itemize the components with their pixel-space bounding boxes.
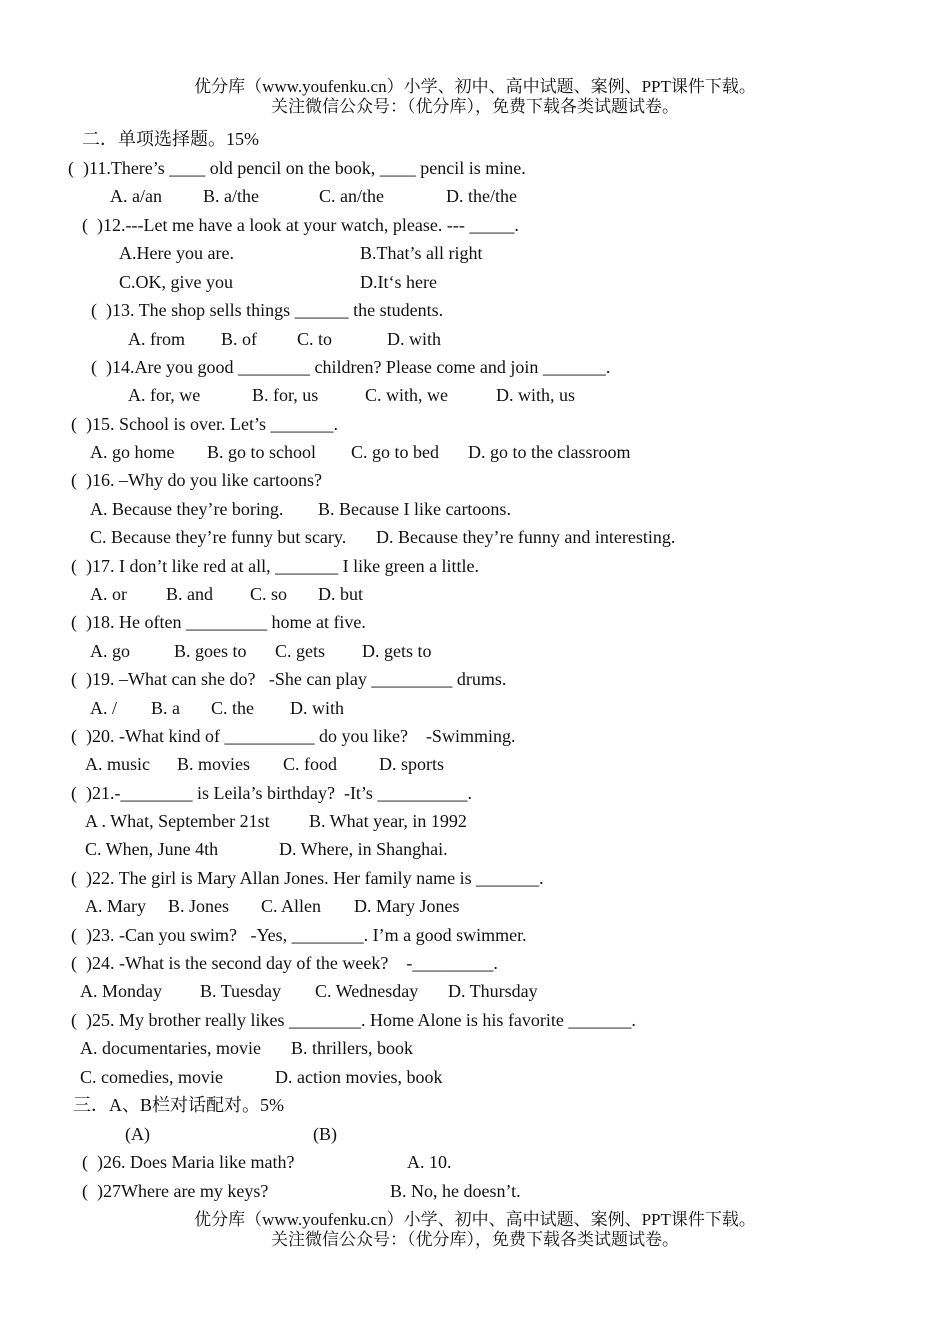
q21-option-a: A . What, September 21st <box>85 811 270 831</box>
section-3-title: 三．A、B栏对话配对。5% <box>73 1095 284 1115</box>
q22-option-b: B. Jones <box>168 896 230 916</box>
q13-option-a: A. from <box>128 329 185 349</box>
question-15: ( )15. School is over. Let’s _______. <box>71 414 338 434</box>
q13-option-c: C. to <box>297 329 333 349</box>
question-20: ( )20. -What kind of __________ do you like? -Swimming. <box>71 726 516 746</box>
q18-option-d: D. gets to <box>362 641 432 661</box>
section-2-title: 二．单项选择题。15% <box>82 129 259 149</box>
question-12: ( )12.---Let me have a look at your watch, please. --- _____. <box>82 215 519 235</box>
q16-option-b: B. Because I like cartoons. <box>318 499 511 519</box>
column-b-label: (B) <box>313 1124 337 1144</box>
question-23: ( )23. -Can you swim? -Yes, ________. I’m a good swimmer. <box>71 925 527 945</box>
q12-option-b: B.That’s all right <box>360 243 483 263</box>
q16-option-a: A. Because they’re boring. <box>90 499 284 519</box>
question-22: ( )22. The girl is Mary Allan Jones. Her family name is _______. <box>71 868 544 888</box>
q12-option-c: C.OK, give you <box>119 272 233 292</box>
question-13: ( )13. The shop sells things ______ the students. <box>91 300 444 320</box>
question-21: ( )21.-________ is Leila’s birthday? -It’s __________. <box>71 783 472 803</box>
q13-option-d: D. with <box>387 329 441 349</box>
q19-option-a: A. / <box>90 698 117 718</box>
q15-option-a: A. go home <box>90 442 175 462</box>
q13-option-b: B. of <box>221 329 257 349</box>
q14-option-d: D. with, us <box>496 385 576 405</box>
q19-option-b: B. a <box>151 698 180 718</box>
q12-option-a: A.Here you are. <box>119 243 234 263</box>
footer-line-2: 关注微信公众号：（优分库），免费下载各类试题试卷。 <box>271 1230 679 1249</box>
q17-option-c: C. so <box>250 584 288 604</box>
question-26: ( )26. Does Maria like math? <box>82 1152 295 1172</box>
q14-option-b: B. for, us <box>252 385 319 405</box>
q18-option-b: B. goes to <box>174 641 247 661</box>
q25-option-d: D. action movies, book <box>275 1067 443 1087</box>
question-25: ( )25. My brother really likes ________. Home Alone is his favorite _______. <box>71 1010 636 1030</box>
header-line-1: 优分库（www.youfenku.cn）小学、初中、高中试题、案例、PPT课件下载。 <box>194 77 756 96</box>
q11-option-c: C. an/the <box>319 186 384 206</box>
footer-line-1: 优分库（www.youfenku.cn）小学、初中、高中试题、案例、PPT课件下载。 <box>194 1210 756 1229</box>
q19-option-d: D. with <box>290 698 344 718</box>
q16-option-d: D. Because they’re funny and interesting. <box>376 527 676 547</box>
q20-option-b: B. movies <box>177 754 251 774</box>
q15-option-c: C. go to bed <box>351 442 439 462</box>
question-14: ( )14.Are you good ________ children? Please come and join _______. <box>91 357 611 377</box>
q24-option-d: D. Thursday <box>448 981 538 1001</box>
q24-option-b: B. Tuesday <box>200 981 282 1001</box>
q22-option-d: D. Mary Jones <box>354 896 460 916</box>
q25-option-a: A. documentaries, movie <box>80 1038 261 1058</box>
match-answer-a: A. 10. <box>407 1152 452 1172</box>
q19-option-c: C. the <box>211 698 254 718</box>
match-answer-b: B. No, he doesn’t. <box>390 1181 521 1201</box>
question-24: ( )24. -What is the second day of the week? -_________. <box>71 953 498 973</box>
q21-option-b: B. What year, in 1992 <box>309 811 467 831</box>
q18-option-c: C. gets <box>275 641 326 661</box>
q16-option-c: C. Because they’re funny but scary. <box>90 527 347 547</box>
header-line-2: 关注微信公众号：（优分库），免费下载各类试题试卷。 <box>271 97 679 116</box>
question-27: ( )27Where are my keys? <box>82 1181 269 1201</box>
q15-option-d: D. go to the classroom <box>468 442 631 462</box>
q11-option-a: A. a/an <box>110 186 162 206</box>
question-16: ( )16. –Why do you like cartoons? <box>71 470 322 490</box>
q11-option-d: D. the/the <box>446 186 517 206</box>
q22-option-c: C. Allen <box>261 896 322 916</box>
q14-option-c: C. with, we <box>365 385 448 405</box>
q17-option-d: D. but <box>318 584 363 604</box>
q21-option-d: D. Where, in Shanghai. <box>279 839 448 859</box>
q20-option-c: C. food <box>283 754 337 774</box>
q24-option-a: A. Monday <box>80 981 162 1001</box>
q20-option-d: D. sports <box>379 754 445 774</box>
q24-option-c: C. Wednesday <box>315 981 419 1001</box>
q14-option-a: A. for, we <box>128 385 201 405</box>
q11-option-b: B. a/the <box>203 186 259 206</box>
q17-option-b: B. and <box>166 584 213 604</box>
question-11: ( )11.There’s ____ old pencil on the book, ____ pencil is mine. <box>68 158 526 178</box>
q12-option-d: D.It‘s here <box>360 272 437 292</box>
question-19: ( )19. –What can she do? -She can play _________ drums. <box>71 669 507 689</box>
q22-option-a: A. Mary <box>85 896 146 916</box>
question-17: ( )17. I don’t like red at all, _______ I like green a little. <box>71 556 480 576</box>
question-18: ( )18. He often _________ home at five. <box>71 612 366 632</box>
q25-option-c: C. comedies, movie <box>80 1067 223 1087</box>
q20-option-a: A. music <box>85 754 150 774</box>
q17-option-a: A. or <box>90 584 127 604</box>
q18-option-a: A. go <box>90 641 130 661</box>
q25-option-b: B. thrillers, book <box>291 1038 413 1058</box>
q15-option-b: B. go to school <box>207 442 317 462</box>
q21-option-c: C. When, June 4th <box>85 839 219 859</box>
column-a-label: (A) <box>125 1124 150 1144</box>
